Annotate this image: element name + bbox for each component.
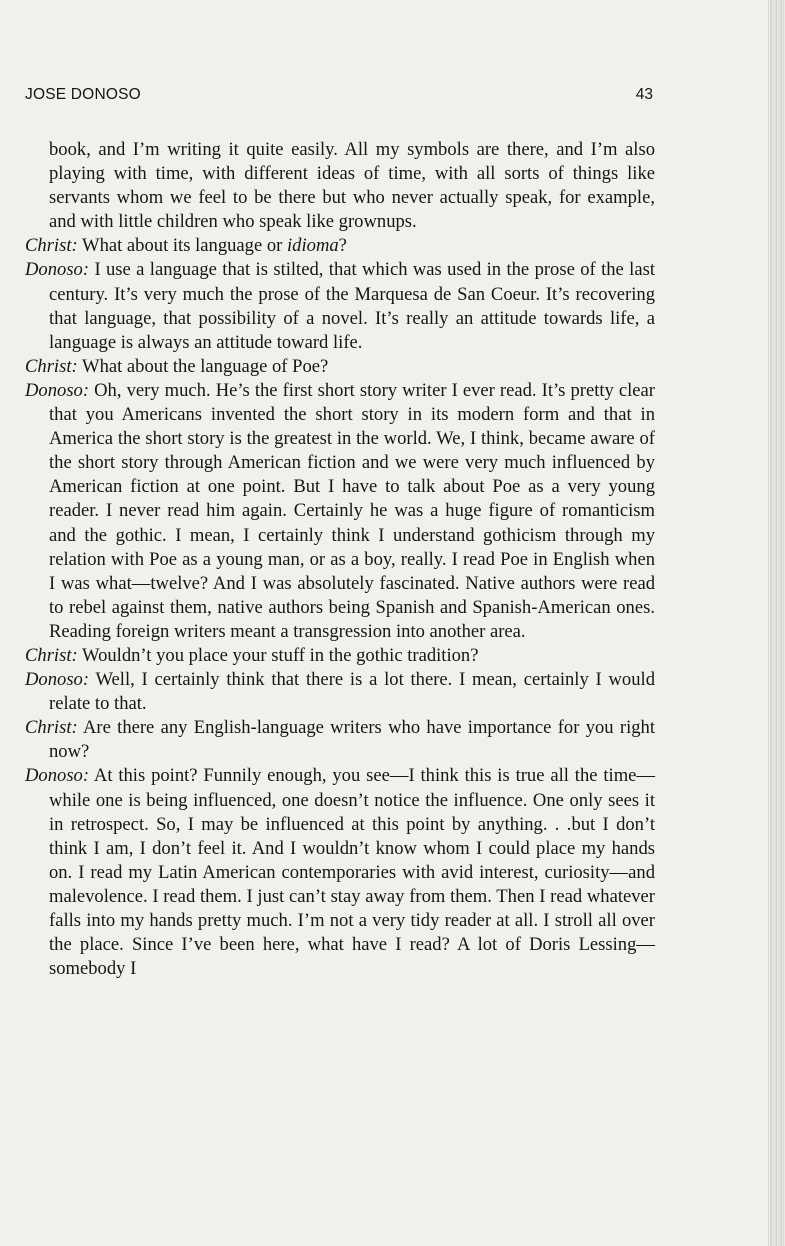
speaker-label: Donoso: [25,765,90,787]
interview-paragraph [25,764,655,981]
speaker-label: Donoso: [25,379,90,401]
interview-paragraph [25,355,655,379]
paragraph-text: At this point? Funnily enough, you see—I think this is true all the time—while one is being influenced, one doesn’t notice the influence. One only sees it in retrospect. So, I may be influenced at this point by anything. . .but I don’t think I am, I don’t feel it. And I wouldn’t know whom I could place my hands on. I read my Latin American contemporaries with avid interest, curiosity—and malevolence. I read them. I just can’t stay away from them. Then I read whatever falls into my hands pretty much. I’m not a very tidy reader at all. I stroll all over the place. Since I’ve been here, what have I read? A lot of Doris Lessing—somebody I [49,765,655,980]
page-number: 43 [635,86,653,103]
speaker-label: Donoso: [25,259,90,281]
interview-paragraph [25,379,655,644]
paragraph-text: I use a language that is stilted, that which was used in the prose of the last century. It’s very much the prose of the Marquesa de San Coeur. It’s recovering that language, that possibility of a novel. It’s really an attitude towards life, a language is always an attitude toward life. [49,259,655,353]
interview-paragraph [25,258,655,354]
speaker-label: Donoso: [25,669,90,691]
interview-paragraph [25,716,655,764]
interview-text [25,138,655,981]
paragraph-continuation [25,138,655,234]
speaker-label: Christ: [25,355,78,377]
paragraph-text: book, and I’m writing it quite easily. All my symbols are there, and I’m also playing with time, with different ideas of time, with all sorts of things like servants whom we feel to be there but who never actually speak, for example, and with little children who speak like grownups. [49,139,655,233]
page-edge [768,0,785,1246]
paragraph-text: What about its language or [82,235,288,257]
paragraph-text-after: ? [338,235,347,257]
interview-paragraph [25,234,655,258]
interview-paragraph [25,644,655,668]
paragraph-emphasis: idioma [287,235,339,257]
paragraph-text: Well, I certainly think that there is a lot there. I mean, certainly I would relate to that. [49,669,655,715]
speaker-label: Christ: [25,235,78,257]
speaker-label: Christ: [25,644,78,666]
running-head [25,86,653,108]
speaker-label: Christ: [25,717,78,739]
interview-paragraph [25,668,655,716]
paragraph-text: Wouldn’t you place your stuff in the gothic tradition? [82,644,479,666]
paragraph-text: What about the language of Poe? [82,355,329,377]
running-title: JOSE DONOSO [25,86,141,103]
paragraph-text: Are there any English-language writers who have importance for you right now? [49,717,656,763]
paragraph-text: Oh, very much. He’s the first short story writer I ever read. It’s pretty clear that you Americans invented the short story in its modern form and that in America the short story is the greatest in the world. We, I think, became aware of the short story through American fiction and we were very much influenced by American fiction at one point. But I have to talk about Poe as a very young reader. I never read him again. Certainly he was a huge figure of romanticism and the gothic. I mean, I certainly think I understand gothicism through my relation with Poe as a young man, or as a boy, really. I read Poe in English when I was what—twelve? And I was absolutely fascinated. Native authors were read to rebel against them, native authors being Spanish and Spanish-American ones. Reading foreign writers meant a transgression into another area. [49,379,656,642]
